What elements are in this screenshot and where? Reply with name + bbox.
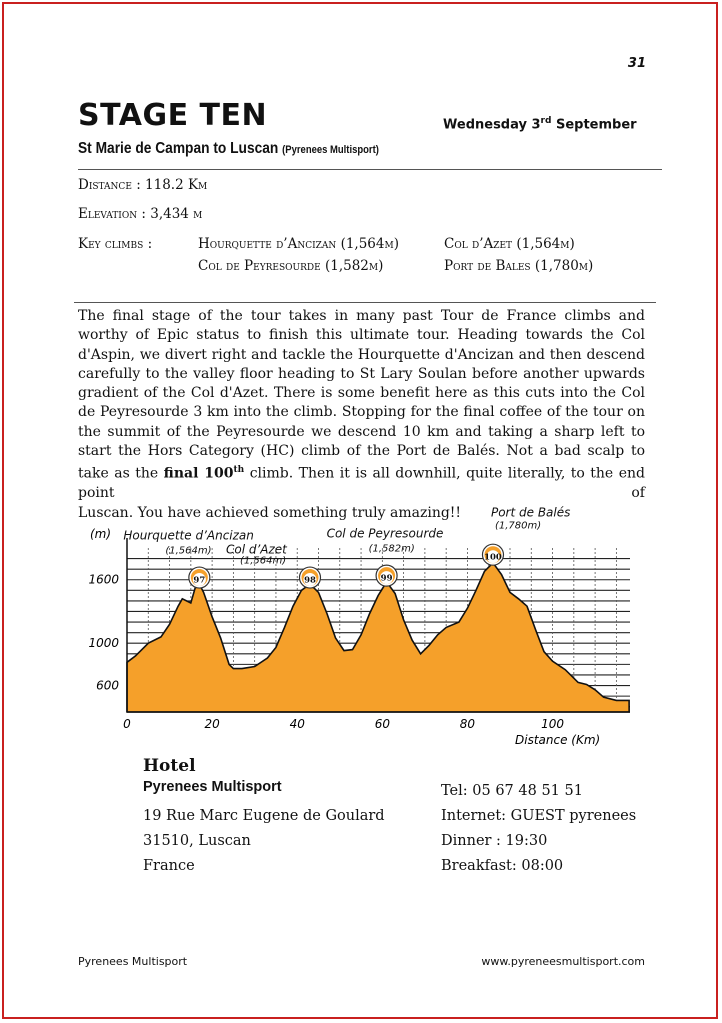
description-bold-sup: th xyxy=(233,465,245,476)
footer-right[interactable]: www.pyreneesmultisport.com xyxy=(481,955,645,968)
x-tick-label: 20 xyxy=(204,717,220,731)
hotel-name: Pyrenees Multisport xyxy=(143,779,282,795)
summit-number: 98 xyxy=(304,575,316,586)
summit-height: (1,564m) xyxy=(165,545,212,557)
hotel-address-line: 31510, Luscan xyxy=(143,833,251,849)
header-divider xyxy=(78,169,662,170)
climb-item: Col de Peyresourde (1,582m) xyxy=(198,258,384,274)
distance-label: Distance xyxy=(78,177,132,193)
summit-name: Col d’Azet xyxy=(225,542,287,557)
climb-item: Hourquette d’Ancizan (1,564m) xyxy=(198,236,399,252)
description-divider xyxy=(74,302,656,303)
summit-number: 97 xyxy=(193,575,206,586)
y-tick-label: 1000 xyxy=(88,636,119,651)
page-number: 31 xyxy=(627,56,646,71)
x-tick-label: 80 xyxy=(459,717,476,731)
y-axis-label: (m) xyxy=(90,527,112,541)
hotel-contact-line: Internet: GUEST pyrenees xyxy=(441,808,637,824)
summit-height: (1,582m) xyxy=(368,543,415,555)
stage-date-main: Wednesday 3 xyxy=(443,117,541,133)
summit-number: 100 xyxy=(484,552,502,563)
elevation-row xyxy=(78,206,202,222)
hotel-address-line: France xyxy=(143,858,195,874)
hotel-heading: Hotel xyxy=(143,756,196,776)
summit-height: (1,564m) xyxy=(239,555,287,567)
description-text-end: climb. Then it is all downhill, quite literally, to the end point of xyxy=(78,466,645,502)
x-tick-label: 40 xyxy=(289,717,305,731)
description-last-line: Luscan. You have achieved something truly amazing!! xyxy=(78,504,462,521)
description-bold: final 100 xyxy=(163,466,234,483)
stage-date xyxy=(443,116,637,132)
stage-route-text: St Marie de Campan to Luscan xyxy=(78,140,279,157)
climb-item: Col d’Azet (1,564m) xyxy=(444,236,575,252)
y-tick-labels xyxy=(88,573,119,693)
stage-route-note: (Pyrenees Multisport) xyxy=(282,144,379,156)
summit-name: Col de Peyresourde xyxy=(326,526,444,541)
distance-value: : 118.2 Km xyxy=(136,177,208,193)
elevation-label: Elevation xyxy=(78,206,138,222)
summit-name: Port de Balés xyxy=(490,505,571,520)
x-axis-label: Distance (Km) xyxy=(515,733,601,747)
x-tick-label: 0 xyxy=(123,717,131,731)
distance-row xyxy=(78,177,207,193)
x-tick-label: 60 xyxy=(374,717,390,731)
summit-height: (1,780m) xyxy=(494,520,542,532)
hotel-contact-line: Breakfast: 08:00 xyxy=(441,858,564,874)
x-tick-labels xyxy=(123,717,564,731)
stage-date-sup: rd xyxy=(540,116,552,126)
stage-title: STAGE TEN xyxy=(78,98,268,133)
stage-route xyxy=(78,140,379,158)
x-tick-label: 100 xyxy=(541,717,565,731)
summit-name: Hourquette d’Ancizan xyxy=(123,528,254,543)
hotel-contact-line: Tel: 05 67 48 51 51 xyxy=(441,783,583,799)
y-tick-label: 600 xyxy=(96,678,119,693)
summit-markers xyxy=(123,506,570,588)
description-text: The final stage of the tour takes in many past Tour de France climbs and worthy of Epic status to finish this ultimate tour. Heading towards the Col d'Aspin, we divert right and tackle the Hourquette d'Ancizan and then descend carefully to the valley floor heading to St Lary Soulan before another upwards gradient of the Col d'Azet. There is some benefit here as this cuts into the Col de Peyresourde 3 km into the climb. Stopping for the final coffee of the tour on the summit of the Peyresourde we descend 10 km and taking a sharp left to start the Hors Category (HC) climb of the Port de Balés. Not a bad scalp to take as the xyxy=(78,308,645,483)
summit-number: 99 xyxy=(380,573,393,584)
stage-date-end: September xyxy=(551,117,637,133)
elevation-value: : 3,434 m xyxy=(141,206,203,222)
y-tick-label: 1600 xyxy=(88,572,119,587)
climb-item: Port de Bales (1,780m) xyxy=(444,258,594,274)
hotel-address-line: 19 Rue Marc Eugene de Goulard xyxy=(143,808,385,824)
stage-description xyxy=(78,307,645,523)
key-climbs-label: Key climbs : xyxy=(78,236,153,252)
hotel-contact-line: Dinner : 19:30 xyxy=(441,833,548,849)
footer-left: Pyrenees Multisport xyxy=(78,955,188,968)
